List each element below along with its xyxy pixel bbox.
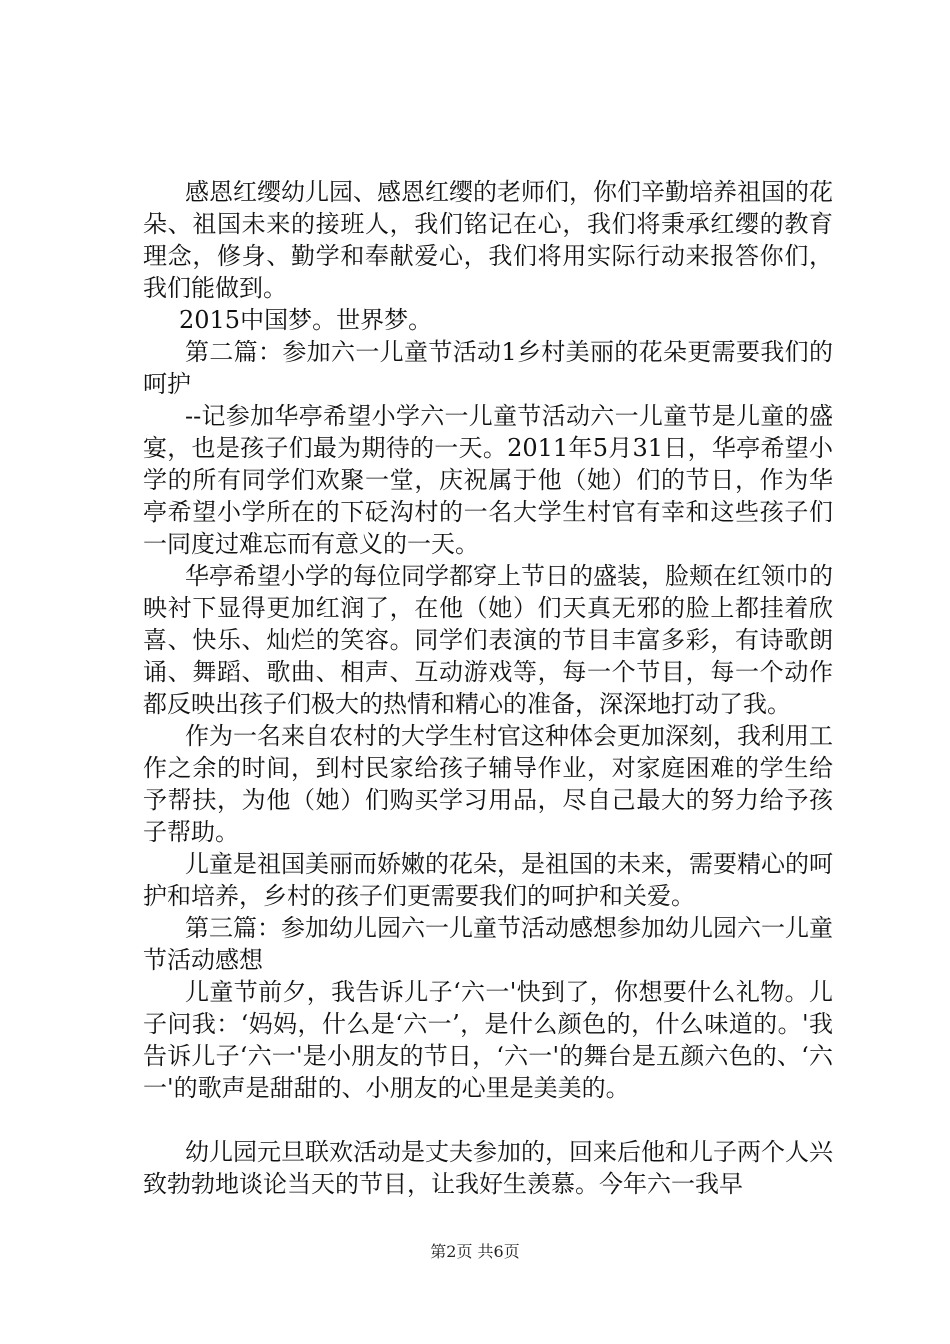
paragraph-gap [143, 1104, 833, 1136]
paragraph-children-future: 儿童是祖国美丽而娇嫩的花朵，是祖国的未来，需要精心的呵护和培养，乡村的孩子们更需要我们的呵护和关爱。 [143, 850, 833, 910]
paragraph-village-official: 作为一名来自农村的大学生村官这种体会更加深刻，我利用工作之余的时间，到村民家给孩子辅导作业，对家庭困难的学生给予帮扶，为他（她）们购买学习用品，尽自己最大的努力给予孩子帮助。 [143, 722, 833, 846]
paragraph-huating-intro: --记参加华亭希望小学六一儿童节活动六一儿童节是儿童的盛宴，也是孩子们最为期待的一天。2011年5月31日，华亭希望小学的所有同学们欢聚一堂，庆祝属于他（她）们的节日，作为华亭希望小学所在的下砭沟村的一名大学生村官有幸和这些孩子们一同度过难忘而有意义的一天。 [143, 402, 833, 558]
paragraph-thanks: 感恩红缨幼儿园、感恩红缨的老师们，你们辛勤培养祖国的花朵、祖国未来的接班人，我们铭记在心，我们将秉承红缨的教育理念，修身、勤学和奉献爱心，我们将用实际行动来报答你们，我们能做到。 [143, 178, 833, 302]
document-body [143, 176, 833, 1200]
paragraph-dream: 2015中国梦。世界梦。 [179, 306, 433, 334]
page-number-footer: 第2页 共6页 [430, 1242, 520, 1261]
paragraph-childrens-day-eve: 儿童节前夕，我告诉儿子‘六一'快到了，你想要什么礼物。儿子问我：‘妈妈，什么是‘六一’，是什么颜色的，什么味道的。'我告诉儿子‘六一'是小朋友的节日，‘六一'的舞台是五颜六色的、‘六一'的歌声是甜甜的、小朋友的心里是美美的。 [143, 978, 833, 1102]
paragraph-new-year-party: 幼儿园元旦联欢活动是丈夫参加的，回来后他和儿子两个人兴致勃勃地谈论当天的节目，让我好生羡慕。今年六一我早 [143, 1138, 833, 1198]
section-heading-2: 第二篇：参加六一儿童节活动1乡村美丽的花朵更需要我们的呵护 [143, 338, 833, 398]
section-heading-3: 第三篇：参加幼儿园六一儿童节活动感想参加幼儿园六一儿童节活动感想 [143, 914, 833, 974]
paragraph-students: 华亭希望小学的每位同学都穿上节日的盛装，脸颊在红领巾的映衬下显得更加红润了，在他（她）们天真无邪的脸上都挂着欣喜、快乐、灿烂的笑容。同学们表演的节目丰富多彩，有诗歌朗诵、舞蹈、歌曲、相声、互动游戏等，每一个节目，每一个动作都反映出孩子们极大的热情和精心的准备，深深地打动了我。 [143, 562, 833, 718]
